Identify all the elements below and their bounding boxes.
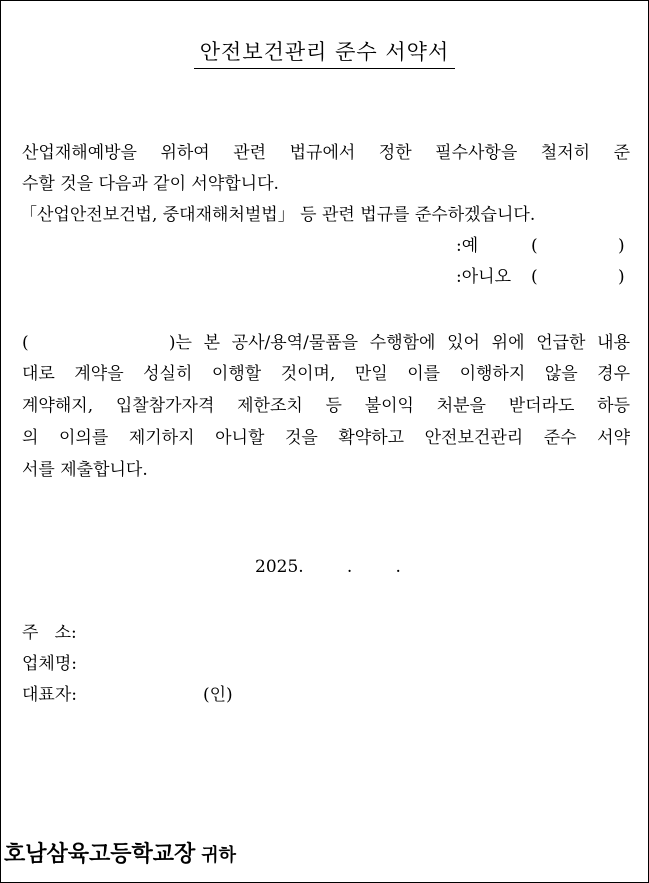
option-yes-paren-open[interactable]: ( xyxy=(531,236,538,256)
para2-line-1: ( )는 본 공사/용역/물품을 수행함에 있어 위에 언급한 내용 xyxy=(22,333,630,353)
option-yes-label: :예 xyxy=(456,236,479,256)
para1-line-1: 산업재해예방을 위하여 관련 법규에서 정한 필수사항을 철저히 준 xyxy=(22,143,630,163)
para1-line-3: 「산업안전보건법, 중대재해처벌법」 등 관련 법규를 준수하겠습니다. xyxy=(20,205,536,225)
option-no-paren-close: ) xyxy=(618,267,625,287)
seal-mark: (인) xyxy=(203,685,233,705)
para2-line-4: 의 이의를 제기하지 아니할 것을 확약하고 안전보건관리 준수 서약 xyxy=(22,428,630,448)
date-line: 2025. . . xyxy=(255,557,401,577)
address-label: 주 소: xyxy=(22,623,77,643)
document-title xyxy=(0,36,649,69)
para1-line-2: 수할 것을 다음과 같이 서약합니다. xyxy=(22,174,279,194)
para2-line-3: 계약해지, 입찰참가자격 제한조치 등 불이익 처분을 받더라도 하등 xyxy=(22,396,630,416)
recipient xyxy=(4,837,236,868)
para2-line-2: 대로 계약을 성실히 이행할 것이며, 만일 이를 이행하지 않을 경우 xyxy=(22,364,630,384)
option-no-label: :아니오 xyxy=(456,267,511,287)
para2-line-5: 서를 제출합니다. xyxy=(22,460,148,480)
recipient-honorific: 귀하 xyxy=(201,845,237,866)
title-text: 안전보건관리 준수 서약서 xyxy=(194,36,456,69)
representative-label: 대표자: xyxy=(22,685,77,705)
option-no-paren-open[interactable]: ( xyxy=(531,267,538,287)
company-label: 업체명: xyxy=(22,654,77,674)
recipient-name: 호남삼육고등학교장 xyxy=(4,842,196,867)
option-yes-paren-close: ) xyxy=(618,236,625,256)
